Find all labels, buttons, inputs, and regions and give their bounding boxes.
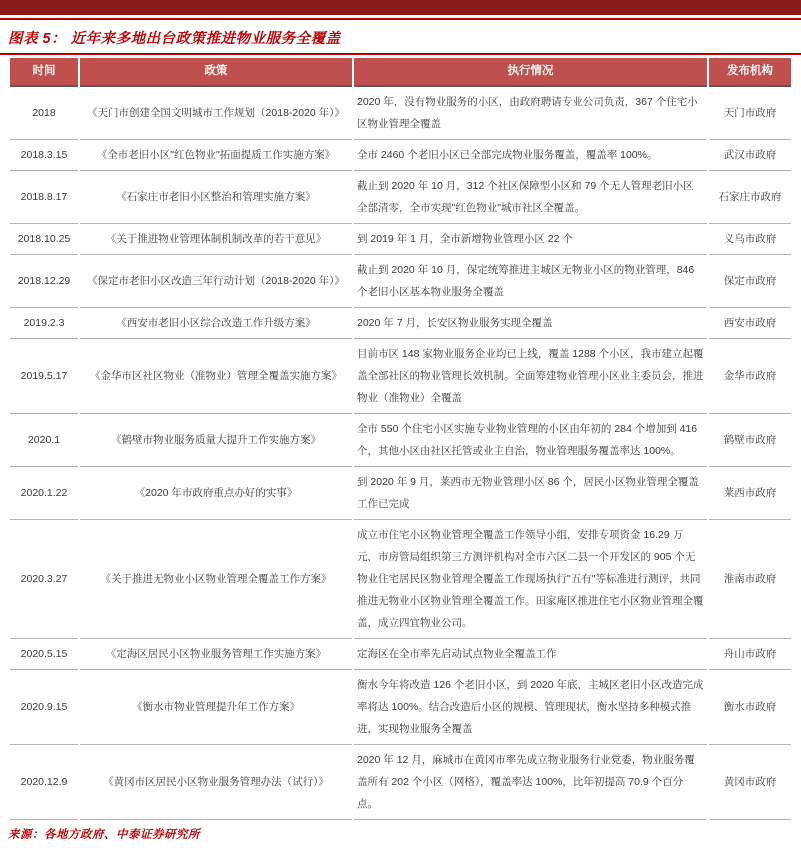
cell-policy: 《全市老旧小区"红色物业"拓面提质工作实施方案》 bbox=[80, 140, 352, 171]
cell-execution: 截止到 2020 年 10 月，保定统筹推进主城区无物业小区的物业管理，846 个老旧小区基本物业服务全覆盖 bbox=[354, 255, 707, 308]
cell-agency: 义乌市政府 bbox=[709, 224, 791, 255]
table-row bbox=[10, 520, 791, 639]
header-policy: 政策 bbox=[80, 58, 352, 85]
table-row bbox=[10, 308, 791, 339]
source-note: 来源：各地方政府、中泰证券研究所 bbox=[8, 829, 200, 841]
cell-policy: 《衡水市物业管理提升年工作方案》 bbox=[80, 670, 352, 745]
cell-agency: 武汉市政府 bbox=[709, 140, 791, 171]
cell-policy: 《金华市区社区物业（准物业）管理全覆盖实施方案》 bbox=[80, 339, 352, 414]
cell-policy: 《石家庄市老旧小区整治和管理实施方案》 bbox=[80, 171, 352, 224]
table-body bbox=[10, 85, 791, 820]
cell-execution: 全市 2460 个老旧小区已全部完成物业服务覆盖，覆盖率 100%。 bbox=[354, 140, 707, 171]
header-execution: 执行情况 bbox=[354, 58, 707, 85]
cell-policy: 《关于推进物业管理体制机制改革的若干意见》 bbox=[80, 224, 352, 255]
cell-execution: 2020 年，没有物业服务的小区，由政府聘请专业公司负责，367 个住宅小区物业管理全覆盖 bbox=[354, 85, 707, 140]
cell-date: 2020.12.9 bbox=[10, 745, 78, 820]
cell-agency: 金华市政府 bbox=[709, 339, 791, 414]
table-header-row bbox=[10, 58, 791, 85]
cell-date: 2018.10.25 bbox=[10, 224, 78, 255]
cell-agency: 西安市政府 bbox=[709, 308, 791, 339]
cell-execution: 2020 年 12 月，麻城市在黄冈市率先成立物业服务行业党委，物业服务覆盖所有 202 个小区（网格），覆盖率达 100%，比年初提高 70.9 个百分点。 bbox=[354, 745, 707, 820]
cell-agency: 天门市政府 bbox=[709, 85, 791, 140]
cell-agency: 莱西市政府 bbox=[709, 467, 791, 520]
cell-date: 2020.1.22 bbox=[10, 467, 78, 520]
header-agency: 发布机构 bbox=[709, 58, 791, 85]
cell-policy: 《黄冈市区居民小区物业服务管理办法（试行）》 bbox=[80, 745, 352, 820]
cell-agency: 衡水市政府 bbox=[709, 670, 791, 745]
cell-agency: 鹤壁市政府 bbox=[709, 414, 791, 467]
cell-date: 2018.8.17 bbox=[10, 171, 78, 224]
cell-date: 2019.2.3 bbox=[10, 308, 78, 339]
table-row bbox=[10, 639, 791, 670]
cell-policy: 《定海区居民小区物业服务管理工作实施方案》 bbox=[80, 639, 352, 670]
table-row bbox=[10, 140, 791, 171]
cell-date: 2018.3.15 bbox=[10, 140, 78, 171]
cell-policy: 《保定市老旧小区改造三年行动计划（2018-2020 年）》 bbox=[80, 255, 352, 308]
cell-date: 2020.3.27 bbox=[10, 520, 78, 639]
table-row bbox=[10, 414, 791, 467]
table-row bbox=[10, 467, 791, 520]
policy-table bbox=[10, 58, 791, 820]
figure-title: 图表 5： 近年来多地出台政策推进物业服务全覆盖 bbox=[8, 31, 341, 47]
cell-execution: 2020 年 7 月，长安区物业服务实现全覆盖 bbox=[354, 308, 707, 339]
cell-execution: 全市 550 个住宅小区实施专业物业管理的小区由年初的 284 个增加到 416 个，其他小区由社区托管或业主自治，物业管理服务覆盖率达 100%。 bbox=[354, 414, 707, 467]
cell-agency: 舟山市政府 bbox=[709, 639, 791, 670]
table-row bbox=[10, 255, 791, 308]
title-underline-rule bbox=[0, 53, 801, 55]
table-row bbox=[10, 745, 791, 820]
cell-execution: 目前市区 148 家物业服务企业均已上线，覆盖 1288 个小区，我市建立起覆盖全部社区的物业管理长效机制。全面筹建物业管理小区业主委员会，推进物业（准物业）全覆盖 bbox=[354, 339, 707, 414]
cell-date: 2018.12.29 bbox=[10, 255, 78, 308]
cell-date: 2018 bbox=[10, 85, 78, 140]
cell-policy: 《西安市老旧小区综合改造工作升级方案》 bbox=[80, 308, 352, 339]
cell-agency: 淮南市政府 bbox=[709, 520, 791, 639]
cell-policy: 《鹤壁市物业服务质量大提升工作实施方案》 bbox=[80, 414, 352, 467]
table-row bbox=[10, 670, 791, 745]
cell-execution: 衡水今年将改造 126 个老旧小区，到 2020 年底，主城区老旧小区改造完成率将达 100%。结合改造后小区的规模、管理现状，衡水坚持多种模式推进，实现物业服务全覆盖 bbox=[354, 670, 707, 745]
table-row bbox=[10, 85, 791, 140]
cell-execution: 定海区在全市率先启动试点物业全覆盖工作 bbox=[354, 639, 707, 670]
table-row bbox=[10, 224, 791, 255]
cell-execution: 截止到 2020 年 10 月，312 个社区保障型小区和 79 个无人管理老旧小区全部清零，全市实现"红色物业"城市社区全覆盖。 bbox=[354, 171, 707, 224]
cell-policy: 《天门市创建全国文明城市工作规划（2018-2020 年）》 bbox=[80, 85, 352, 140]
cell-agency: 石家庄市政府 bbox=[709, 171, 791, 224]
cell-date: 2020.9.15 bbox=[10, 670, 78, 745]
header-time: 时间 bbox=[10, 58, 78, 85]
cell-policy: 《2020 年市政府重点办好的实事》 bbox=[80, 467, 352, 520]
cell-execution: 到 2019 年 1 月，全市新增物业管理小区 22 个 bbox=[354, 224, 707, 255]
cell-policy: 《关于推进无物业小区物业管理全覆盖工作方案》 bbox=[80, 520, 352, 639]
cell-date: 2019.5.17 bbox=[10, 339, 78, 414]
cell-execution: 到 2020 年 9 月，莱西市无物业管理小区 86 个，居民小区物业管理全覆盖工作已完成 bbox=[354, 467, 707, 520]
cell-date: 2020.5.15 bbox=[10, 639, 78, 670]
cell-date: 2020.1 bbox=[10, 414, 78, 467]
report-top-banner bbox=[0, 0, 801, 15]
cell-agency: 黄冈市政府 bbox=[709, 745, 791, 820]
table-row bbox=[10, 171, 791, 224]
cell-execution: 成立市住宅小区物业管理全覆盖工作领导小组，安排专项资金 16.29 万元，市房管局组织第三方测评机构对全市六区二县一个开发区的 905 个无物业住宅居民区物业管理全覆盖工作现场执行"五有"等标准进行测评，共同推进无物业小区物业管理全覆盖工作。田家庵区推进住宅小区物业管理全覆盖，成立四宜物业公司。 bbox=[354, 520, 707, 639]
cell-agency: 保定市政府 bbox=[709, 255, 791, 308]
table-row bbox=[10, 339, 791, 414]
